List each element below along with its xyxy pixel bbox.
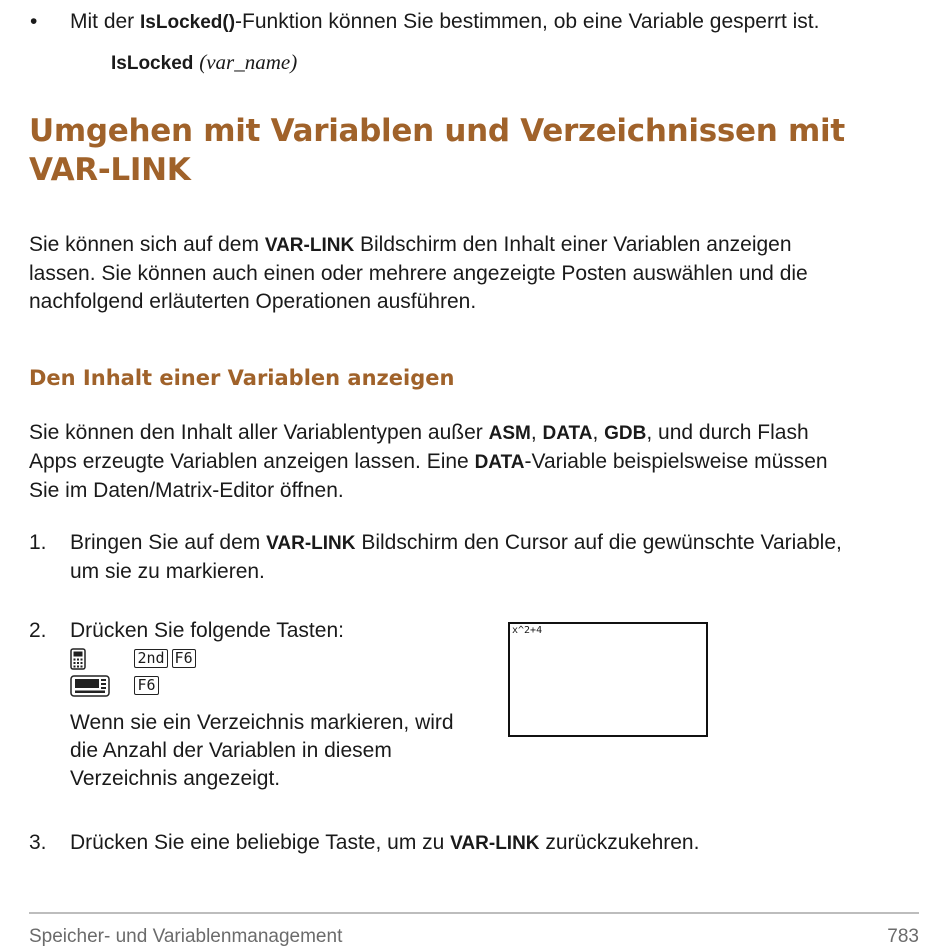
separator: , <box>530 421 543 444</box>
step1-number: 1. <box>29 531 47 554</box>
key-row-calculator <box>70 646 200 672</box>
step2-line1: Drücken Sie folgende Tasten: <box>70 619 344 642</box>
bullet-symbol: • <box>30 10 38 33</box>
bullet-post: -Funktion können Sie bestimmen, ob eine Variable gesperrt ist. <box>235 10 820 33</box>
section-heading <box>29 112 845 190</box>
intro-line2: lassen. Sie können auch einen oder mehrere angezeigte Posten auswählen und die <box>29 262 808 285</box>
syntax-command: IsLocked <box>111 53 194 74</box>
content-line1-post: , und durch Flash <box>646 421 809 444</box>
page-number: 783 <box>887 926 919 947</box>
calculator-screen <box>508 622 708 737</box>
footer-title: Speicher- und Variablenmanagement <box>29 926 343 947</box>
step2-description <box>70 709 454 793</box>
content-paragraph <box>29 419 828 505</box>
content-line2 <box>29 448 828 477</box>
key-2nd: 2nd <box>134 649 167 668</box>
step1-line2: um sie zu markieren. <box>70 560 265 583</box>
step3-post: zurückzukehren. <box>539 831 700 854</box>
syntax-argument: (var_name) <box>199 50 298 74</box>
step1-keyword: VAR-LINK <box>266 533 356 554</box>
keyword-asm: ASM <box>488 423 531 444</box>
bullet-keyword: IsLocked() <box>140 12 236 33</box>
separator: , <box>592 421 605 444</box>
key-f6: F6 <box>134 676 158 695</box>
section-heading-line2: VAR-LINK <box>29 152 191 188</box>
step1-text <box>70 529 842 586</box>
syntax-line <box>111 48 297 78</box>
keyword-gdb: GDB <box>604 423 647 444</box>
step2-line4: Verzeichnis angezeigt. <box>70 767 281 790</box>
intro-paragraph <box>29 231 808 316</box>
subsection-heading: Den Inhalt einer Variablen anzeigen <box>29 366 455 390</box>
content-line3: Sie im Daten/Matrix-Editor öffnen. <box>29 479 344 502</box>
step3-pre: Drücken Sie eine beliebige Taste, um zu <box>70 831 451 854</box>
intro-line1-post: Bildschirm den Inhalt einer Variablen anzeigen <box>354 233 792 256</box>
key-row-voyage <box>70 673 163 699</box>
bullet-text <box>70 8 819 37</box>
step2-line2: Wenn sie ein Verzeichnis markieren, wird <box>70 711 454 734</box>
step3-keyword: VAR-LINK <box>450 833 540 854</box>
step1-line1 <box>70 529 842 558</box>
step3-text <box>70 829 699 858</box>
step3-number: 3. <box>29 831 47 854</box>
key-f6: F6 <box>172 649 196 668</box>
voyage-calculator-icon <box>70 675 110 697</box>
intro-keyword: VAR-LINK <box>264 235 355 256</box>
footer-divider <box>29 912 919 914</box>
intro-line1-pre: Sie können sich auf dem <box>29 233 265 256</box>
intro-line3: nachfolgend erläuterten Operationen ausführen. <box>29 290 477 313</box>
section-heading-line1: Umgehen mit Variablen und Verzeichnissen mit <box>29 113 845 149</box>
content-line1 <box>29 419 828 448</box>
screen-expression: x^2+4 <box>512 625 543 636</box>
step2-line3: die Anzahl der Variablen in diesem <box>70 739 392 762</box>
intro-line1 <box>29 231 808 260</box>
content-line2-pre: Apps erzeugte Variablen anzeigen lassen. Eine <box>29 450 475 473</box>
keyword-data: DATA <box>474 452 525 473</box>
step1-post: Bildschirm den Cursor auf die gewünschte Variable, <box>355 531 842 554</box>
step2-number: 2. <box>29 619 47 642</box>
keyword-data: DATA <box>542 423 593 444</box>
content-line1-pre: Sie können den Inhalt aller Variablentypen außer <box>29 421 489 444</box>
calculator-icon <box>70 648 86 670</box>
bullet-pre: Mit der <box>70 10 141 33</box>
content-line2-post: -Variable beispielsweise müssen <box>524 450 828 473</box>
step1-pre: Bringen Sie auf dem <box>70 531 267 554</box>
